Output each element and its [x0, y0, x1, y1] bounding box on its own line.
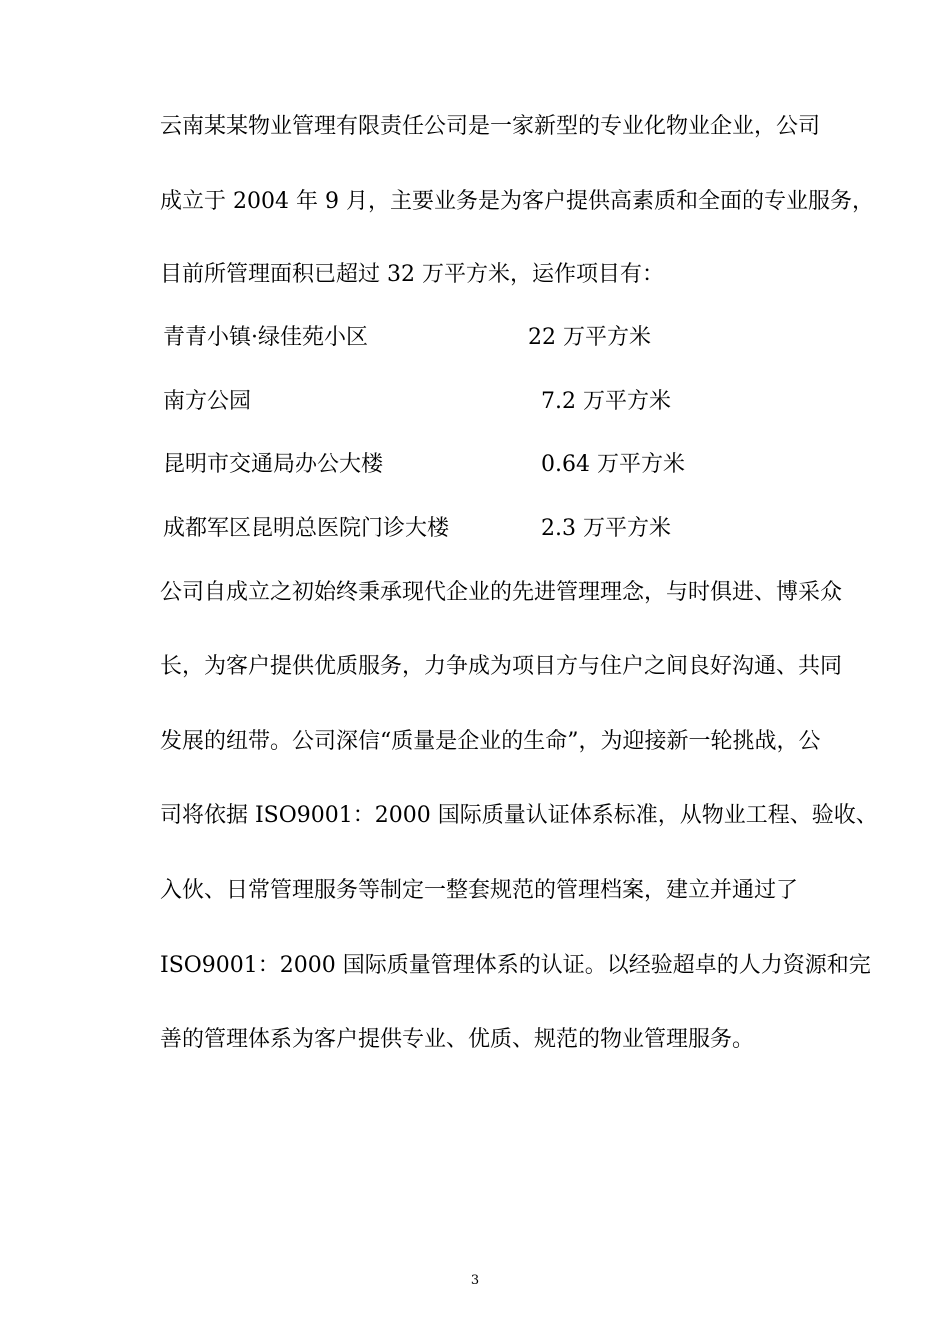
page-number: 3	[470, 1273, 480, 1288]
project-area: 2.3 万平方米	[541, 516, 671, 541]
body-line-5: 入伙、日常管理服务等制定一整套规范的管理档案，建立并通过了	[160, 878, 799, 903]
body-line-3: 发展的纽带。公司深信“质量是企业的生命”，为迎接新一轮挑战，公	[160, 729, 821, 754]
project-name: 南方公园	[163, 389, 252, 414]
project-name: 青青小镇·绿佳苑小区	[163, 325, 368, 350]
project-name: 昆明市交通局办公大楼	[163, 452, 384, 477]
intro-line-3: 目前所管理面积已超过 32 万平方米，运作项目有：	[160, 262, 664, 287]
body-line-1: 公司自成立之初始终秉承现代企业的先进管理理念，与时俱进、博采众	[160, 580, 843, 605]
project-area: 0.64 万平方米	[541, 452, 685, 477]
body-line-2: 长，为客户提供优质服务，力争成为项目方与住户之间良好沟通、共同	[160, 654, 843, 679]
project-area: 22 万平方米	[528, 325, 651, 350]
body-line-6: ISO9001：2000 国际质量管理体系的认证。以经验超卓的人力资源和完	[160, 953, 871, 978]
project-name: 成都军区昆明总医院门诊大楼	[163, 516, 450, 541]
body-line-7: 善的管理体系为客户提供专业、优质、规范的物业管理服务。	[160, 1027, 755, 1052]
body-line-4: 司将依据 ISO9001：2000 国际质量认证体系标准，从物业工程、验收、	[160, 803, 878, 828]
intro-line-1: 云南某某物业管理有限责任公司是一家新型的专业化物业企业，公司	[160, 114, 821, 139]
intro-line-2: 成立于 2004 年 9 月，主要业务是为客户提供高素质和全面的专业服务，	[160, 189, 874, 214]
project-area: 7.2 万平方米	[541, 389, 671, 414]
